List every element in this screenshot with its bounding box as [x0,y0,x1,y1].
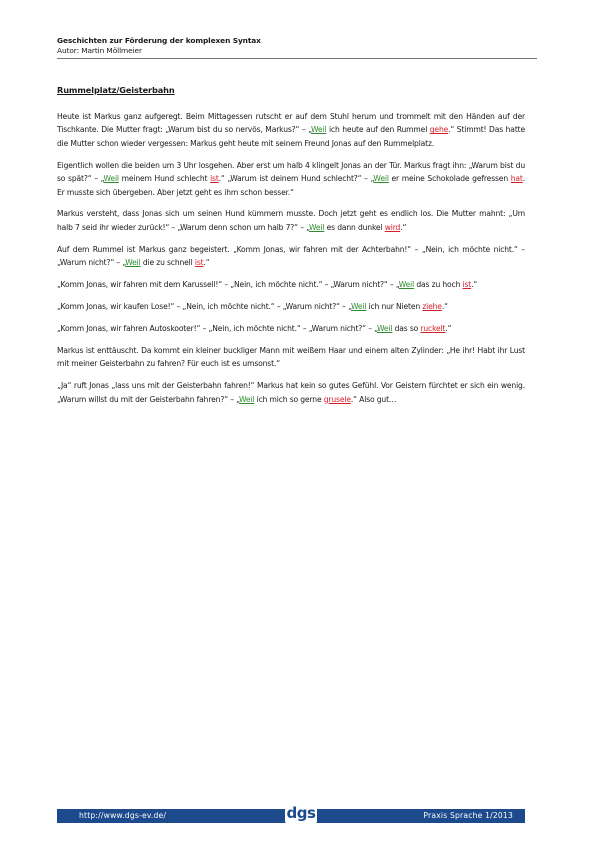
story-paragraph [57,159,525,199]
story-paragraph [57,344,525,371]
conjunction-weil: Weil [239,394,255,404]
paragraph-text: Eigentlich wollen die beiden um 3 Uhr losgehen. Aber erst um halb 4 klingelt Jonas an der Tür. Markus fragt ihn: „Warum bist du so spät?“ – „ [57,160,525,184]
paragraph-text: das zu hoch [414,280,463,290]
conjunction-weil: Weil [373,174,389,184]
paragraph-text: .“ [471,280,478,290]
document-header [57,36,537,59]
conjunction-weil: Weil [376,323,393,333]
paragraph-text: ich heute auf den Rummel [326,125,430,135]
conjunction-weil: Weil [398,280,415,290]
final-verb: gehe [429,125,449,135]
story-title: Rummelplatz/Geisterbahn [57,85,175,95]
paragraph-text: .“ [445,323,452,333]
footer-publication-reference: Praxis Sprache 1/2013 [423,811,513,820]
paragraph-text: .“ Also gut… [350,394,397,404]
paragraph-text: die zu schnell [140,258,195,268]
paragraph-text: . Er musste sich übergeben. Aber jetzt geht es ihm schon besser.“ [57,174,526,197]
paragraph-text: Auf dem Rummel ist Markus ganz begeistert. „Komm Jonas, wir fahren mit der Achterbahn!“ – „Nein, ich möchte nicht.“ – „Warum nicht?“ – „ [57,244,525,268]
paragraph-text: das so [392,323,421,333]
final-verb: ist [462,280,472,290]
conjunction-weil: Weil [103,174,119,184]
header-series-title: Geschichten zur Förderung der komplexen Syntax [57,36,261,45]
story-body [57,110,525,414]
final-verb: ist [194,258,204,268]
final-verb: wird [384,222,401,232]
paragraph-text: .“ „Warum ist deinem Hund schlecht?“ – „ [218,174,374,184]
footer-url-link[interactable]: http://www.dgs-ev.de/ [79,811,167,820]
final-verb: ist [210,174,219,184]
dgs-logo-text: dgs [286,804,316,822]
paragraph-text: es dann dunkel [324,222,385,232]
story-paragraph [57,379,525,406]
conjunction-weil: Weil [350,301,367,311]
final-verb: ruckelt [420,323,446,333]
paragraph-text: .“ [203,258,210,268]
story-paragraph [57,300,525,313]
conjunction-weil: Weil [311,125,327,135]
paragraph-text: .“ Stimmt! Das hatte die Mutter schon wieder vergessen: Markus geht heute mit seinem Freund Jonas auf den Rummelplatz. [57,125,525,148]
paragraph-text: „Ja“ ruft Jonas „lass uns mit der Geisterbahn fahren!“ Markus hat kein so gutes Gefühl. Vor Geistern fürchtet er sich ein wenig. „Warum willst du mit der Geisterbahn fahren?“ – „ [57,381,525,404]
story-paragraph [57,322,525,335]
conjunction-weil: Weil [125,258,141,268]
story-paragraph [57,207,525,234]
final-verb: hat [510,174,523,184]
paragraph-text: meinem Hund schlecht [118,174,211,184]
paragraph-text: er meine Schokolade gefressen [388,174,511,184]
final-verb: grusele [323,394,351,404]
paragraph-text: „Komm Jonas, wir fahren Autoskooter!“ – „Nein, ich möchte nicht.“ – „Warum nicht?“ – „ [57,323,377,333]
paragraph-text: Heute ist Markus ganz aufgeregt. Beim Mittagessen rutscht er auf dem Stuhl herum und trommelt mit den Händen auf der Tischkante. Die Mutter fragt: „Warum bist du so nervös, Markus?“ – „ [57,112,525,135]
story-paragraph [57,278,525,291]
paragraph-text: ich nur Nieten [366,301,423,311]
final-verb: ziehe [422,301,442,311]
paragraph-text: „Komm Jonas, wir kaufen Lose!“ – „Nein, ich möchte nicht.“ – „Warum nicht?“ – „ [57,301,351,311]
paragraph-text: ich mich so gerne [254,394,324,404]
paragraph-text: Markus versteht, dass Jonas sich um seinen Hund kümmern musste. Doch jetzt geht es endlich los. Die Mutter mahnt: „Um halb 7 seid ihr wieder zurück!“ – „Warum denn schon um halb 7?“ – „ [57,209,525,232]
story-paragraph [57,110,525,150]
header-author: Autor: Martin Möllmeier [57,46,142,55]
paragraph-text: .“ [441,301,448,311]
dgs-logo [285,802,317,824]
story-paragraph [57,243,525,270]
footer-bar [57,804,525,823]
conjunction-weil: Weil [308,222,325,232]
paragraph-text: .“ [400,222,407,232]
paragraph-text: „Komm Jonas, wir fahren mit dem Karussell!“ – „Nein, ich möchte nicht.“ – „Warum nicht?“ – „ [57,280,399,290]
paragraph-text: Markus ist enttäuscht. Da kommt ein kleiner buckliger Mann mit weißem Haar und einem alten Zylinder: „He ihr! Habt ihr Lust mit meiner Geisterbahn zu fahren? Für euch ist es umsonst.“ [57,345,525,369]
